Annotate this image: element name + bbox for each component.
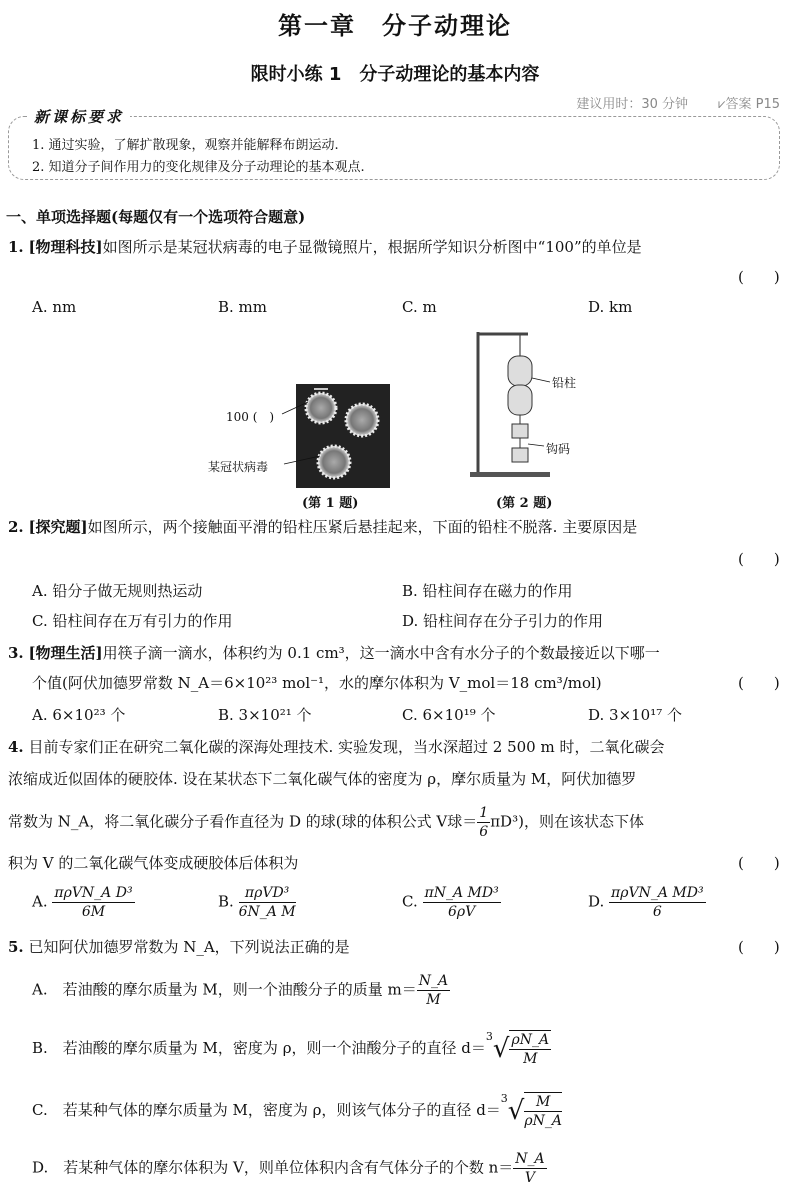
figure-2-caption: (第 2 题): [496, 496, 553, 511]
question-3: [8, 642, 788, 664]
fraction-denominator: 6: [652, 904, 662, 920]
question-tag: [物理科技]: [28, 238, 103, 256]
answer-reference: ⩗答案 P15: [718, 97, 780, 112]
question-text: 已知阿伏加德罗常数为 N_A，下列说法正确的是: [28, 938, 350, 956]
q2-option-d: D. 铅柱间存在分子引力的作用: [402, 612, 604, 630]
suggested-time: 建议用时：30 分钟: [576, 97, 688, 112]
question-5: [8, 936, 788, 958]
fraction-numerator: ρN_A: [511, 1032, 550, 1048]
fraction-denominator: M: [426, 992, 441, 1008]
option-label: C.: [402, 892, 418, 911]
lesson-title: 限时小练 1 分子动理论的基本内容: [250, 64, 540, 85]
fraction-denominator: 6ρV: [447, 904, 476, 920]
option-text: B. 若油酸的摩尔质量为 M，密度为 ρ，则一个油酸分子的直径 d＝: [32, 1039, 486, 1057]
question-number: 3.: [8, 644, 24, 662]
question-number: 5.: [8, 938, 24, 956]
q3-option-b: B. 3×10²¹ 个: [218, 706, 312, 724]
line-3-text: 常数为 N_A，将二氧化碳分子看作直径为 D 的球: [8, 812, 336, 831]
q5-option-b: [32, 1030, 551, 1068]
option-fraction: [423, 884, 501, 921]
answer-paren-2: ( ): [738, 550, 780, 568]
question-4-line-2: 浓缩成近似固体的硬胶体. 设在某状态下二氧化碳气体的密度为 ρ，摩尔质量为 M，阿伏加德罗: [8, 770, 637, 788]
question-3-line-2: 个值(阿伏加德罗常数 N_A＝6×10²³ mol⁻¹，水的摩尔体积为 V_mol＝18 cm³/mol): [32, 674, 602, 692]
time-and-answer: [576, 93, 780, 112]
question-tag: [物理生活]: [28, 644, 103, 662]
requirements-heading: 新课标要求: [28, 106, 130, 127]
question-2: [8, 516, 788, 538]
chapter-title: 第一章 分子动理论: [278, 11, 512, 40]
q5-option-a: [32, 972, 450, 1009]
q1-option-d: D. km: [588, 298, 633, 316]
question-number: 1.: [8, 238, 24, 256]
lead-column-apparatus: [468, 326, 598, 486]
option-label: A.: [32, 892, 48, 911]
question-text: 如图所示，两个接触面平滑的铅柱压紧后悬挂起来，下面的铅柱不脱落. 主要原因是: [87, 518, 638, 536]
fraction-denominator: 6M: [81, 904, 106, 920]
option-text: D. 若某种气体的摩尔体积为 V，则单位体积内含有气体分子的个数 n＝: [32, 1158, 514, 1177]
answer-paren-5: ( ): [738, 938, 780, 956]
label-virus: 某冠状病毒: [208, 460, 269, 474]
sqrt-icon: √: [492, 1034, 510, 1064]
section-title: 一、单项选择题(每题仅有一个选项符合题意): [6, 208, 306, 226]
cube-root-icon: 3: [485, 1030, 493, 1043]
option-fraction: [509, 1030, 551, 1068]
fraction-numerator: M: [524, 1093, 562, 1112]
fraction-numerator: πρVN_A MD³: [611, 885, 704, 901]
q4-option-d: [588, 884, 706, 921]
question-text-line-1: 用筷子滴一滴水，体积约为 0.1 cm³，这一滴水中含有水分子的个数最接近以下哪一: [102, 644, 660, 662]
option-fraction: [52, 884, 134, 921]
question-text: 如图所示是某冠状病毒的电子显微镜照片，根据所学知识分析图中“100”的单位是: [102, 238, 642, 256]
option-fraction: [524, 1092, 562, 1130]
option-label: B.: [218, 892, 234, 911]
option-fraction: [609, 884, 706, 921]
option-text: A. 若油酸的摩尔质量为 M，则一个油酸分子的质量 m＝: [32, 980, 417, 999]
fraction-numerator: πN_A MD³: [424, 885, 499, 901]
q2-option-a: A. 铅分子做无规则热运动: [32, 582, 203, 600]
q3-option-c: C. 6×10¹⁹ 个: [402, 706, 496, 724]
q3-option-a: A. 6×10²³ 个: [32, 706, 126, 724]
sphere-formula-suffix: πD³)，则在该状态下体: [490, 812, 644, 831]
q5-option-d: [32, 1150, 547, 1187]
fraction-denominator: 6: [479, 824, 489, 840]
q4-option-a: [32, 884, 135, 921]
cube-root-icon: 3: [500, 1092, 508, 1105]
question-number: 2.: [8, 518, 24, 536]
fraction-numerator: 1: [479, 805, 489, 821]
q1-option-a: A. nm: [32, 298, 77, 316]
fraction-numerator: πρVN_A D³: [54, 885, 133, 901]
answer-paren-1: ( ): [738, 268, 780, 286]
fraction-denominator: ρN_A: [524, 1113, 562, 1129]
q2-option-b: B. 铅柱间存在磁力的作用: [402, 582, 573, 600]
fraction-numerator: πρVD³: [239, 884, 296, 903]
label-hook-weight: 钩码: [546, 442, 571, 456]
fraction-denominator: 6N_A M: [238, 904, 296, 920]
option-text: C. 若某种气体的摩尔质量为 M，密度为 ρ，则该气体分子的直径 d＝: [32, 1101, 501, 1119]
q4-option-b: [218, 884, 296, 921]
question-1: [8, 236, 788, 258]
question-tag: [探究题]: [28, 518, 88, 536]
option-fraction: [513, 1150, 546, 1187]
question-4-line-4: 积为 V 的二氧化碳气体变成硬胶体后体积为: [8, 854, 299, 872]
q2-option-c: C. 铅柱间存在万有引力的作用: [32, 612, 233, 630]
requirement-item-1: 1. 通过实验，了解扩散现象，观察并能解释布朗运动.: [32, 138, 339, 153]
q1-option-b: B. mm: [218, 298, 268, 316]
q3-option-d: D. 3×10¹⁷ 个: [588, 706, 683, 724]
answer-paren-3: ( ): [738, 674, 780, 692]
figure-1-caption: (第 1 题): [302, 496, 359, 511]
question-4: [8, 736, 788, 758]
option-fraction: [239, 884, 296, 921]
question-4-line-3: [8, 804, 644, 841]
fraction-numerator: N_A: [418, 973, 449, 989]
sphere-formula-prefix: (球的体积公式 V球＝: [335, 812, 478, 831]
fraction-denominator: M: [523, 1051, 538, 1067]
question-number: 4.: [8, 738, 24, 756]
q4-option-c: [402, 884, 501, 921]
q1-option-c: C. m: [402, 298, 437, 316]
option-label: D.: [588, 892, 605, 911]
option-fraction: [417, 972, 450, 1009]
label-lead-column: 铅柱: [552, 376, 577, 390]
fraction-denominator: V: [524, 1170, 536, 1186]
label-100: 100 ( ): [226, 410, 275, 424]
requirement-item-2: 2. 知道分子间作用力的变化规律及分子动理论的基本观点.: [32, 160, 365, 175]
fraction-numerator: N_A: [515, 1151, 545, 1167]
q5-option-c: [32, 1092, 562, 1130]
question-text-line-1: 目前专家们正在研究二氧化碳的深海处理技术. 实验发现，当水深超过 2 500 m 时，二氧化碳会: [28, 738, 665, 756]
sphere-fraction: [477, 804, 490, 841]
answer-paren-4: ( ): [738, 854, 780, 872]
figure-1-pointers: [280, 400, 330, 470]
sqrt-icon: √: [507, 1096, 525, 1126]
